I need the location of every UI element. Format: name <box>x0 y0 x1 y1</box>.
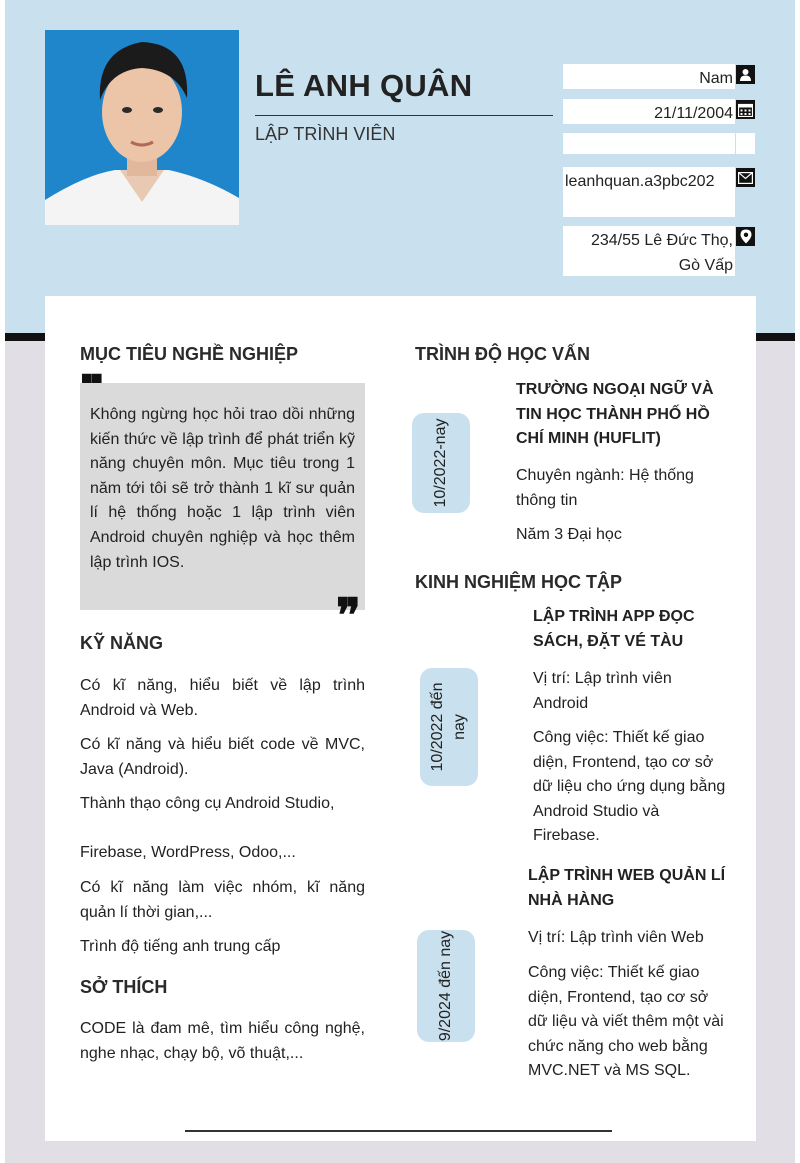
content-card <box>45 296 756 1141</box>
project-date-badge <box>417 930 475 1042</box>
address-field <box>563 226 735 276</box>
email-field <box>563 167 735 217</box>
birthday-value: 21/11/2004 <box>654 105 733 122</box>
project-work: Công việc: Thiết kế giao diện, Frontend, tạo cơ sở dữ liệu cho ứng dụng bằng Android Studio và Firebase. <box>533 729 726 845</box>
education-date: 10/2022-nay <box>432 418 449 508</box>
objective-title: MỤC TIÊU NGHỀ NGHIỆP <box>80 344 299 364</box>
mail-icon <box>736 168 755 187</box>
hobbies-text: CODE là đam mê, tìm hiểu công nghệ, nghe nhạc, chạy bộ, võ thuật,... <box>80 1020 365 1062</box>
project-position: Vị trí: Lập trình viên Web <box>528 929 704 946</box>
gender-field <box>563 64 735 89</box>
profile-photo <box>45 30 239 225</box>
email-value: leanhquan.a3pbc202 <box>565 173 715 190</box>
skill-item: Thành thạo công cụ Android Studio, <box>80 795 335 812</box>
address-line-2: Gò Vấp <box>678 257 733 274</box>
calendar-icon <box>736 100 755 119</box>
project-name: LẬP TRÌNH APP ĐỌC SÁCH, ĐẶT VÉ TÀU <box>533 608 695 650</box>
experience-title: KINH NGHIỆM HỌC TẬP <box>415 572 622 592</box>
objective-box <box>80 383 365 610</box>
education-title: TRÌNH ĐỘ HỌC VẤN <box>415 344 590 364</box>
person-portrait-icon <box>45 30 239 225</box>
skill-item: Có kĩ năng và hiểu biết code về MVC, Java (Android). <box>80 736 365 778</box>
candidate-name: LÊ ANH QUÂN <box>255 68 473 103</box>
phone-icon <box>736 133 755 154</box>
skill-item: Có kĩ năng, hiểu biết về lập trình Android và Web. <box>80 677 365 719</box>
skills-title: KỸ NĂNG <box>80 633 164 653</box>
person-icon <box>736 65 755 84</box>
project-work: Công việc: Thiết kế giao diện, Frontend, tạo cơ sở dữ liệu và viết thêm một vài chức năng cho web bằng MVC.NET và MS SQL. <box>528 964 724 1080</box>
address-line-1: 234/55 Lê Đức Thọ, <box>590 232 733 249</box>
skill-item: Trình độ tiếng anh trung cấp <box>80 938 281 955</box>
cv-page <box>5 0 795 1163</box>
candidate-role: LẬP TRÌNH VIÊN <box>255 124 396 144</box>
project-date: 9/2024 đến nay <box>437 930 454 1042</box>
project-date-badge <box>420 668 478 786</box>
project-name: LẬP TRÌNH WEB QUẢN LÍ NHÀ HÀNG <box>528 867 726 909</box>
location-icon <box>736 227 755 246</box>
education-date-badge <box>412 413 470 513</box>
project-date: 10/2022 đến nay <box>429 682 468 772</box>
education-major: Chuyên ngành: Hệ thống thông tin <box>516 467 694 509</box>
footer-divider <box>185 1130 612 1132</box>
hobbies-title: SỞ THÍCH <box>80 977 168 997</box>
skill-item: Có kĩ năng làm việc nhóm, kĩ năng quản lí thời gian,... <box>80 879 365 921</box>
education-year: Năm 3 Đại học <box>516 526 622 543</box>
close-quote-icon: ❞ <box>336 588 361 642</box>
school-name: TRƯỜNG NGOẠI NGỮ VÀ TIN HỌC THÀNH PHỐ HỒ CHÍ MINH (HUFLIT) <box>516 381 714 448</box>
phone-field <box>563 133 735 154</box>
skill-item: Firebase, WordPress, Odoo,... <box>80 844 296 861</box>
gender-value: Nam <box>699 70 733 87</box>
objective-text: Không ngừng học hỏi trao dồi những kiến thức về lập trình để phát triển kỹ năng chuyên môn. Mục tiêu trong 1 năm tới tôi sẽ trở thành 1 kĩ sư quản lí hệ thống hoặc 1 lập trình viên Android chuyên nghiệp và học thêm lập trình IOS. <box>90 406 355 571</box>
birthday-field <box>563 99 735 124</box>
name-divider <box>255 115 553 116</box>
project-position: Vị trí: Lập trình viên Android <box>533 670 672 712</box>
